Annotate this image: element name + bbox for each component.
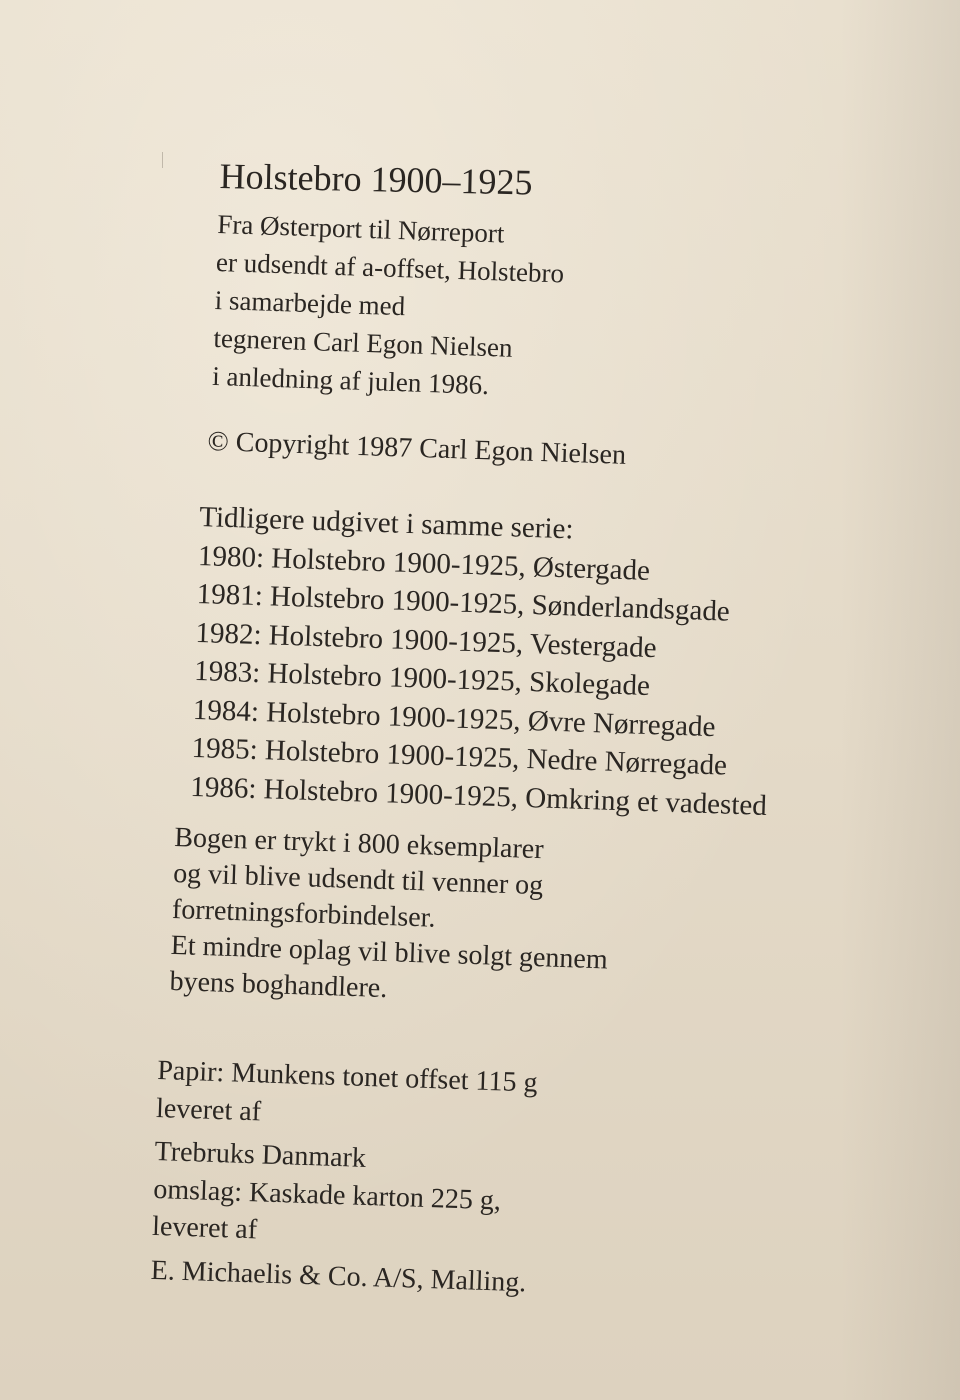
- series-item: 1982: Holstebro 1900-1925, Vestergade: [195, 616, 658, 664]
- series-item: 1981: Holstebro 1900-1925, Sønderlandsgade: [196, 577, 731, 628]
- paper-line: E. Michaelis & Co. A/S, Malling.: [150, 1254, 527, 1298]
- series-item: 1984: Holstebro 1900-1925, Øvre Nørregade: [192, 693, 716, 743]
- series-list: [190, 498, 777, 825]
- page-mark: [162, 152, 163, 168]
- paper-line: Trebruks Danmark: [154, 1135, 367, 1174]
- edition-line: og vil blive udsendt til venner og: [172, 857, 544, 902]
- series-item: 1980: Holstebro 1900-1925, Østergade: [197, 539, 651, 587]
- series-item: 1985: Holstebro 1900-1925, Nedre Nørregade: [191, 731, 728, 782]
- edition-info: [169, 820, 612, 1014]
- book-title: [219, 158, 533, 201]
- paper-info: [150, 1052, 538, 1301]
- paper-line: Papir: Munkens tonet offset 115 g: [156, 1054, 538, 1099]
- intro-line: i anledning af julen 1986.: [211, 360, 490, 401]
- paper-line: leveret af: [151, 1210, 258, 1246]
- edition-line: Bogen er trykt i 800 eksemplarer: [173, 821, 545, 866]
- intro-line: Fra Østerport til Nørreport: [216, 208, 505, 249]
- series-item: 1983: Holstebro 1900-1925, Skolegade: [193, 654, 651, 703]
- intro-line: er udsendt af a-offset, Holstebro: [215, 246, 565, 289]
- intro-line: i samarbejde med: [214, 284, 406, 322]
- copyright-notice: [207, 428, 626, 470]
- title-text: Holstebro 1900–1925: [219, 156, 533, 203]
- edition-line: byens boghandlere.: [169, 965, 388, 1005]
- intro-line: tegneren Carl Egon Nielsen: [213, 322, 514, 363]
- paper-line: omslag: Kaskade karton 225 g,: [152, 1173, 502, 1216]
- edition-line: forretningsforbindelser.: [171, 893, 436, 934]
- copyright-text: © Copyright 1987 Carl Egon Nielsen: [207, 426, 627, 471]
- publication-info: [212, 205, 566, 406]
- series-heading: Tidligere udgivet i samme serie:: [198, 500, 574, 546]
- edition-line: Et mindre oplag vil blive solgt gennem: [170, 929, 609, 976]
- series-item: 1986: Holstebro 1900-1925, Omkring et vadested: [189, 770, 768, 822]
- paper-line: leveret af: [155, 1092, 262, 1127]
